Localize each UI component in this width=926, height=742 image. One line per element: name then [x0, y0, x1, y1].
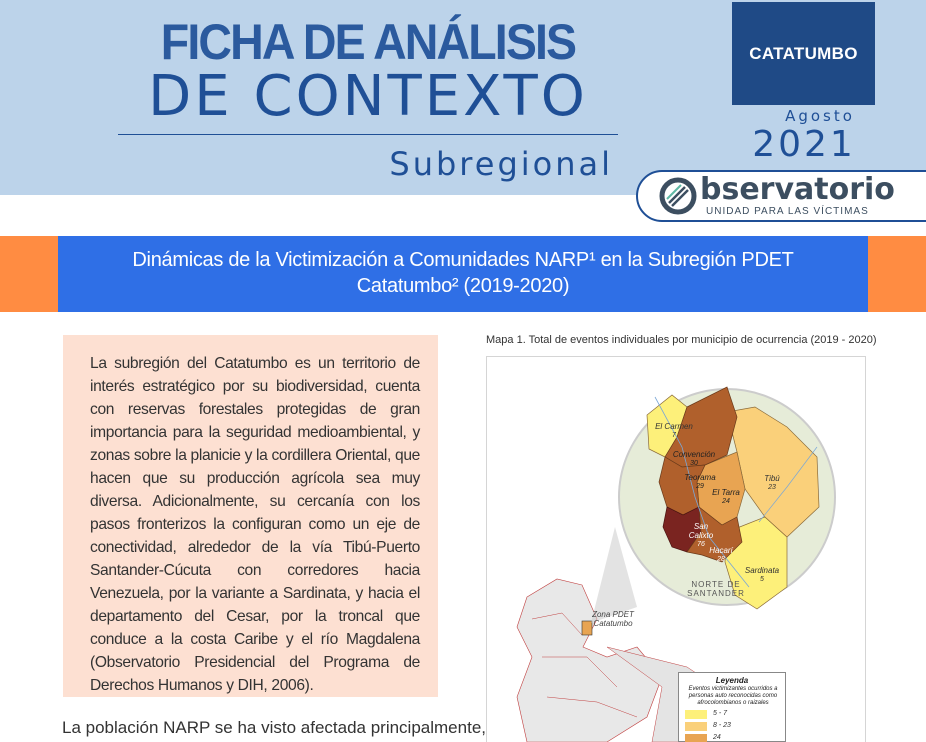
banner-line2: Catatumbo² (2019-2020): [356, 275, 570, 297]
label-zona-pdet: Zona PDET Catatumbo: [592, 610, 634, 628]
banner-accent-left: [0, 236, 58, 312]
legend-swatch: [685, 722, 707, 731]
label-san-calixto: San Calixto 76: [688, 522, 714, 548]
label-sardinata: Sardinata 5: [744, 566, 780, 583]
legend-swatch: [685, 710, 707, 719]
label-hacari: Hacarí 28: [709, 546, 733, 563]
title-rule: [118, 134, 618, 135]
legend-description: Eventos victimizantes ocurridos a personas auto reconocidas como afrocolombianos o raizales: [688, 686, 778, 706]
observatorio-name: bservatorio: [700, 172, 895, 207]
document-title-line2: DE CONTEXTO: [148, 64, 588, 129]
map-caption: Mapa 1. Total de eventos individuales por municipio de ocurrencia (2019 - 2020): [486, 334, 877, 346]
body-paragraph: La población NARP se ha visto afectada principalmente,: [62, 718, 486, 737]
banner-line1: Dinámicas de la Victimización a Comunidades NARP¹ en la Subregión PDET: [132, 249, 794, 271]
label-teorama: Teorama 29: [684, 473, 716, 490]
banner-accent-right: [868, 236, 926, 312]
legend-item: 5 - 7: [685, 710, 781, 719]
legend-item: 8 - 23: [685, 722, 781, 731]
legend-item: 24: [685, 734, 781, 742]
section-banner: [58, 236, 868, 312]
region-badge: [732, 2, 875, 105]
label-convencion: Convención 30: [672, 450, 716, 467]
date-year: 2021: [752, 124, 856, 165]
label-tibu: Tibú 23: [764, 474, 780, 491]
legend-swatch: [685, 734, 707, 742]
map-legend: [678, 672, 786, 742]
legend-title: Leyenda: [715, 676, 749, 685]
label-el-tarra: El Tarra 24: [712, 488, 740, 505]
document-title-line1: FICHA DE ANÁLISIS: [160, 14, 576, 70]
document-subtitle: Subregional: [389, 145, 613, 183]
label-el-carmen: El Carmen 7: [655, 422, 693, 439]
intro-paragraph: La subregión del Catatumbo es un territorio de interés estratégico por su biodiversidad, cuenta con reservas forestales protegidas de gran importancia para la seguridad medioambiental, y zonas sobre la planicie y la cordillera Oriental, que hacen que su producción agrícola sea muy diversa. Adicionalmente, su cercanía con los pasos fronterizos la configuran como un eje de conectividad, alrededor de la vía Tibú-Puerto Santander-Cúcuta con corredores hacia Venezuela, por la variante a Sardinata, y hacia el departamento del Cesar, por la troncal que conduce a la costa Caribe y el río Magdalena (Observatorio Presidencial del Programa de Derechos Humanos y DIH, 2006).: [90, 355, 420, 694]
observatorio-logo-icon: [658, 176, 698, 216]
observatorio-subtitle: UNIDAD PARA LAS VÍCTIMAS: [706, 206, 869, 217]
region-name: CATATUMBO: [749, 43, 858, 63]
label-norte-de-santander: NORTE DE SANTANDER: [687, 580, 745, 598]
date-month: Agosto: [785, 107, 855, 125]
catatumbo-map: [487, 357, 865, 742]
